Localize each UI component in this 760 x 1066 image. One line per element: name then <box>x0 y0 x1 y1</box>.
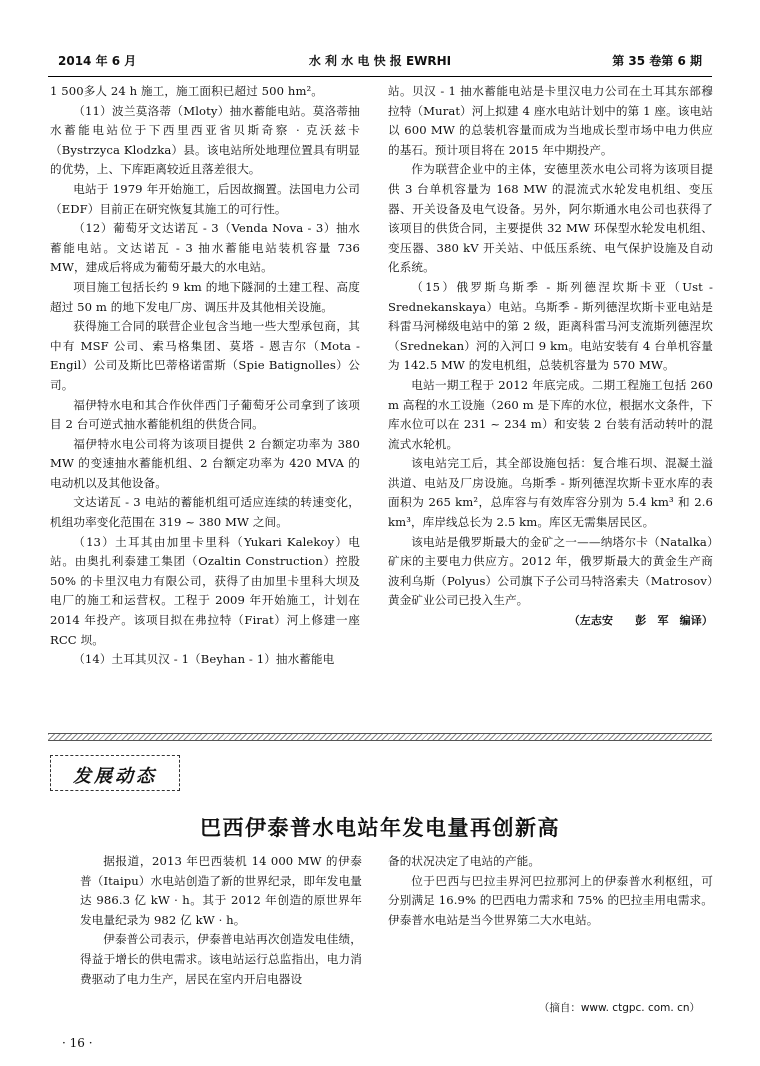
header-rule <box>48 76 712 77</box>
paragraph: 备的状况决定了电站的产能。 <box>388 854 541 868</box>
paragraph: 该电站完工后，其全部设施包括：复合堆石坝、混凝土溢洪道、电站及厂房设施。乌斯季 - 斯列德涅坎斯卡亚水库的表面积为 265 km²，总库容与有效库容分别为 5.4 km³ 和 2.6 km³，库岸线总长为 2.5 km。库区无需集居民区。 <box>388 456 713 530</box>
paragraph: 位于巴西与巴拉圭界河巴拉那河上的伊泰普水利枢纽，可分别满足 16.9% 的巴西电力需求和 75% 的巴拉圭用电需求。伊泰普水电站是当今世界第二大水电站。 <box>388 873 713 927</box>
paragraph: 站。贝汉 - 1 抽水蓄能电站是卡里汉电力公司在土耳其东部穆拉特（Murat）河上拟建 4 座水电站计划中的第 1 座。该电站以 600 MW 的总装机容量而成为当地成长型市场中电力供应的基石。预计项目将在 2015 年中期投产。 <box>388 84 713 157</box>
section-label-box <box>50 755 180 791</box>
page-header <box>48 52 712 74</box>
paragraph: 作为联营企业中的主体，安德里茨水电公司将为该项目提供 3 台单机容量为 168 MW 的混流式水轮发电机组、变压器、开关设备及电气设备。另外，阿尔斯通水电公司也获得了该项目的供货合同，主要提供 32 MW 环保型水轮发电机组、变压器、380 kV 开关站、中低压系统、电气保护设施及自动化系统。 <box>388 162 713 275</box>
paragraph: 1 500多人 24 h 施工，施工面积已超过 500 hm²。 <box>50 84 323 98</box>
right-column <box>388 82 713 631</box>
paragraph: （11）波兰莫洛蒂（Mloty）抽水蓄能电站。莫洛蒂抽水蓄能电站位于下西里西亚省贝斯奇察 · 克沃兹卡（Bystrzyca Klodzka）县。该电站所处地理位置具有明显的优势，上、下库距离较近且落差很大。 <box>50 103 360 177</box>
article-left-column <box>80 852 362 989</box>
page-number: · 16 · <box>62 1036 93 1050</box>
paragraph: 该电站是俄罗斯最大的金矿之一——纳塔尔卡（Natalka）矿床的主要电力供应方。2012 年，俄罗斯最大的黄金生产商波利乌斯（Polyus）公司旗下子公司马特洛索夫（Matrosov）黄金矿业公司已投入生产。 <box>388 534 713 608</box>
article-title: 巴西伊泰普水电站年发电量再创新高 <box>200 816 560 840</box>
left-column <box>50 82 360 670</box>
section-label: 发展动态 <box>73 766 157 787</box>
volume-issue: 第 35 卷第 6 期 <box>612 54 702 68</box>
paragraph: （13）土耳其由加里卡里科（Yukari Kalekoy）电站。由奥扎利泰建工集团（Ozaltin Construction）控股 50% 的卡里汉电力有限公司，获得了由加里卡里科大坝及电厂的施工和运营权。工程于 2009 年开始施工，计划在 2014 年投产。该项目拟在弗拉特（Firat）河上修建一座 RCC 坝。 <box>50 534 360 647</box>
paragraph: 福伊特水电和其合作伙伴西门子葡萄牙公司拿到了该项目 2 台可逆式抽水蓄能机组的供货合同。 <box>50 397 360 432</box>
article-right-column <box>388 852 713 930</box>
article-source: （摘自：www. ctgpc. com. cn） <box>538 1002 700 1014</box>
translator-credit: （左志安 彭 军 编译） <box>568 614 713 628</box>
paragraph: （12）葡萄牙文达诺瓦 - 3（Venda Nova - 3）抽水蓄能电站。文达诺瓦 - 3 抽水蓄能电站装机容量 736 MW，建成后将成为葡萄牙最大的水电站。 <box>50 221 360 275</box>
journal-name: 水 利 水 电 快 报 EWRHI <box>308 54 452 68</box>
paragraph: 电站于 1979 年开始施工，后因故搁置。法国电力公司（EDF）目前正在研究恢复其施工的可行性。 <box>50 181 360 216</box>
paragraph: 伊泰普公司表示，伊泰普电站再次创造发电佳绩，得益于增长的供电需求。该电站运行总监指出，电力消费驱动了电力生产，居民在室内开启电器设 <box>80 932 362 986</box>
paragraph: 文达诺瓦 - 3 电站的蓄能机组可适应连续的转速变化，机组功率变化范围在 319 ~ 380 MW 之间。 <box>50 495 360 530</box>
paragraph: 福伊特水电公司将为该项目提供 2 台额定功率为 380 MW 的变速抽水蓄能机组、2 台额定功率为 420 MVA 的电动机以及其他设备。 <box>50 436 360 490</box>
paragraph: 项目施工包括长约 9 km 的地下隧洞的土建工程、高度超过 50 m 的地下发电厂房、调压井及其他相关设施。 <box>50 279 360 314</box>
paragraph: （14）土耳其贝汉 - 1（Beyhan - 1）抽水蓄能电 <box>73 652 335 667</box>
section-divider <box>48 733 712 741</box>
paragraph: （15）俄罗斯乌斯季 - 斯列德涅坎斯卡亚（Ust - Srednekanskaya）电站。乌斯季 - 斯列德涅坎斯卡亚电站是科雷马河梯级电站中的第 2 级，距离科雷马河支流斯列德涅坎（Srednekan）河的入河口 9 km。电站安装有 4 台单机容量为 142.5 MW 的发电机组，总装机容量为 570 MW。 <box>388 279 713 373</box>
paragraph: 获得施工合同的联营企业包含当地一些大型承包商，其中有 MSF 公司、索马格集团、莫塔 - 恩吉尔（Mota - Engil）公司及斯比巴蒂格诺雷斯（Spie Batignolles）公司。 <box>50 319 360 392</box>
paragraph: 据报道，2013 年巴西装机 14 000 MW 的伊泰普（Itaipu）水电站创造了新的世界纪录，即年发电量达 986.3 亿 kW · h。其于 2012 年创造的原世界年发电量纪录为 982 亿 kW · h。 <box>80 854 362 927</box>
issue-date: 2014 年 6 月 <box>58 54 137 68</box>
paragraph: 电站一期工程于 2012 年底完成。二期工程施工包括 260 m 高程的水工设施（260 m 是下库的水位，根据水文条件，下库水位可以在 231 ~ 234 m）和安装 2 台装有活动转叶的混流式水轮机。 <box>388 377 713 451</box>
